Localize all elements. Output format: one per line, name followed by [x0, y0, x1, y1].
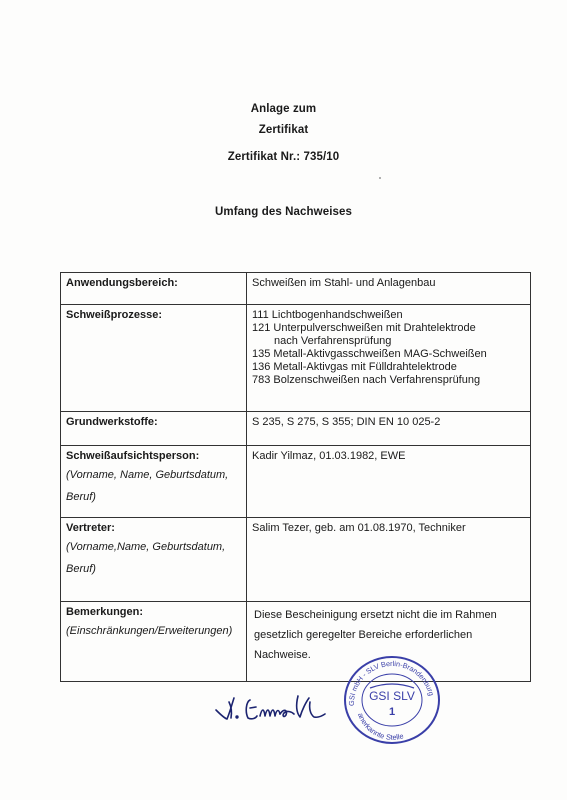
- value-cell: [247, 412, 531, 446]
- table-row-processes: [61, 305, 531, 412]
- value-cell: [247, 305, 531, 412]
- table-row-deputy: [61, 518, 531, 602]
- stamp-center-text: GSI SLV: [369, 689, 415, 703]
- annex-heading: Anlage zum: [250, 103, 317, 115]
- stamp-bottom-text: anerkannte Stelle: [356, 711, 405, 742]
- process-line: 121 Unterpulverschweißen mit Drahtelektrode: [252, 322, 476, 334]
- row-sublabel: (Vorname, Name, Geburtsdatum,: [66, 469, 229, 481]
- value-cell: [247, 518, 531, 602]
- official-stamp: [340, 652, 444, 753]
- table-row-supervisor: [61, 446, 531, 518]
- process-line: 136 Metall-Aktivgas mit Fülldrahtelektrode: [252, 361, 457, 373]
- stamp-number: 1: [388, 706, 396, 718]
- row-label: Bemerkungen:: [66, 606, 144, 618]
- certificate-number: Zertifikat Nr.: 735/10: [227, 151, 340, 163]
- certificate-heading: Zertifikat: [258, 124, 309, 136]
- label-cell: [61, 412, 247, 446]
- value-cell: [247, 273, 531, 305]
- label-cell: [61, 273, 247, 305]
- row-value: Schweißen im Stahl- und Anlagenbau: [252, 277, 436, 289]
- process-line: 135 Metall-Aktivgasschweißen MAG-Schweißen: [252, 348, 487, 360]
- section-title: Umfang des Nachweises: [215, 206, 352, 218]
- process-line: 111 Lichtbogenhandschweißen: [252, 309, 403, 321]
- row-label: Schweißaufsichtsperson:: [66, 450, 200, 462]
- remarks-line: Diese Bescheinigung ersetzt nicht die im Rahmen: [254, 609, 497, 621]
- table-row-base-materials: [61, 412, 531, 446]
- row-sublabel: Beruf): [66, 491, 96, 503]
- stamp-top-text: GSI mbH - SLV Berlin-Brandenburg: [346, 658, 437, 707]
- table-row-remarks: [61, 602, 531, 682]
- svg-text:anerkannte Stelle: [356, 712, 404, 742]
- value-cell: [247, 446, 531, 518]
- label-cell: [61, 518, 247, 602]
- row-sublabel: Beruf): [66, 563, 96, 575]
- process-line: nach Verfahrensprüfung: [274, 335, 392, 347]
- row-value: Kadir Yilmaz, 01.03.1982, EWE: [252, 450, 406, 462]
- label-cell: [61, 602, 247, 682]
- remarks-line: Nachweise.: [254, 649, 311, 661]
- process-line: 783 Bolzenschweißen nach Verfahrensprüfung: [252, 374, 481, 386]
- remarks-line: gesetzlich geregelter Bereiche erforderlichen: [254, 629, 473, 641]
- scope-table: [60, 272, 531, 682]
- scan-speck: [379, 177, 381, 179]
- row-sublabel: (Einschränkungen/Erweiterungen): [66, 625, 233, 637]
- table-row-application: [61, 273, 531, 305]
- row-label: Grundwerkstoffe:: [66, 416, 158, 428]
- handwritten-signature: [212, 688, 342, 733]
- label-cell: [61, 446, 247, 518]
- row-value: S 235, S 275, S 355; DIN EN 10 025-2: [252, 416, 441, 428]
- row-sublabel: (Vorname,Name, Geburtsdatum,: [66, 541, 226, 553]
- row-value: Salim Tezer, geb. am 01.08.1970, Techniker: [252, 522, 466, 534]
- row-label: Schweißprozesse:: [66, 309, 162, 321]
- label-cell: [61, 305, 247, 412]
- row-label: Vertreter:: [66, 522, 115, 534]
- row-label: Anwendungsbereich:: [66, 277, 178, 289]
